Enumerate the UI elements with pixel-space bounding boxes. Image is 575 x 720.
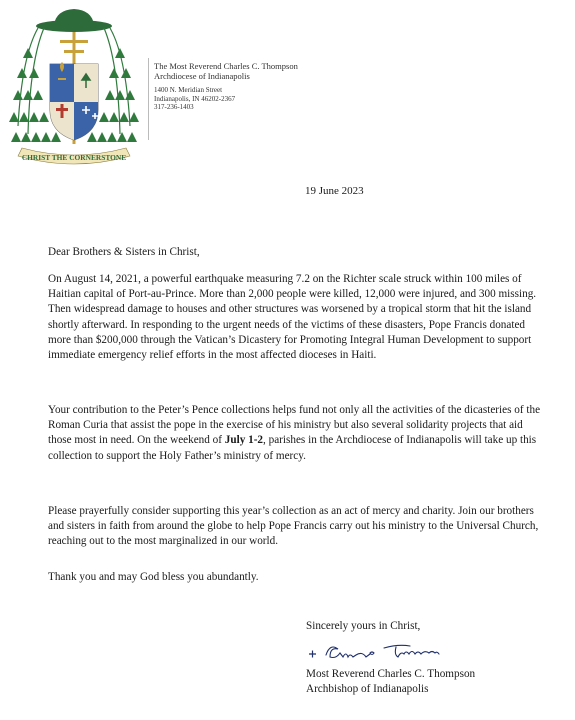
letterhead-org: Archdiocese of Indianapolis: [154, 70, 250, 81]
paragraph-earthquake: On August 14, 2021, a powerful earthquake measuring 7.2 on the Richter scale struck within 100 miles of Haitian capital of Port-au-Prince. More than 2,000 people were killed, 12,000 were injured, and 300 missing. Then widespread damage to houses and other structures was worsened by a tropical storm that hit the island shortly afterward. In responding to the urgent needs of the victims of these disasters, Pope Francis donated more than $200,000 through the Vatican’s Dicastery for Promoting Integral Human Development to support immediate emergency relief efforts in the most affected dioceses in Haiti.: [48, 273, 537, 362]
letterhead-phone: 317-236-1403: [154, 103, 194, 112]
signer-name: Most Reverend Charles C. Thompson: [306, 668, 476, 680]
collection-dates: July 1-2: [224, 434, 264, 447]
paragraph-appeal: Please prayerfully consider supporting this year’s collection as an act of mercy and charity. Join our brothers and sisters in faith from around the globe to help Pope Francis carry out his ministry to the Universal Church, reaching out to the most marginalized in our world.: [48, 505, 539, 548]
handwritten-signature: [306, 640, 456, 664]
signer-block: [306, 667, 475, 697]
paragraph-blessing: Thank you and may God bless you abundantly.: [48, 571, 259, 583]
motto-text: CHRIST THE CORNERSTONE: [21, 153, 127, 162]
letterhead-divider: [148, 58, 149, 140]
closing-line: Sincerely yours in Christ,: [306, 620, 421, 632]
paragraph-peters-pence-end: , parishes in the Archdiocese of Indianapolis will take up this collection to support the Holy Father’s ministry of mercy.: [48, 434, 537, 462]
paragraph-peters-pence-start: Your contribution to the Peter’s Pence collections helps fund not only all the activities of the dicasteries of the Roman Curia that assist the pope in the exercise of his ministry but also several solidarity projects that aid those most in need. On the weekend of: [48, 404, 541, 447]
letterhead-name: The Most Reverend Charles C. Thompson: [154, 61, 298, 71]
archdiocese-coat-of-arms-logo: [8, 6, 140, 172]
signer-title: Archbishop of Indianapolis: [306, 683, 429, 695]
salutation: Dear Brothers & Sisters in Christ,: [48, 246, 200, 258]
paragraph-peters-pence: [48, 403, 548, 464]
letterhead: [154, 62, 298, 112]
letterhead-city: Indianapolis, IN 46202-2367: [154, 94, 236, 103]
letter-date: 19 June 2023: [305, 185, 364, 197]
letterhead-address: [154, 86, 298, 112]
letterhead-street: 1400 N. Meridian Street: [154, 86, 223, 95]
